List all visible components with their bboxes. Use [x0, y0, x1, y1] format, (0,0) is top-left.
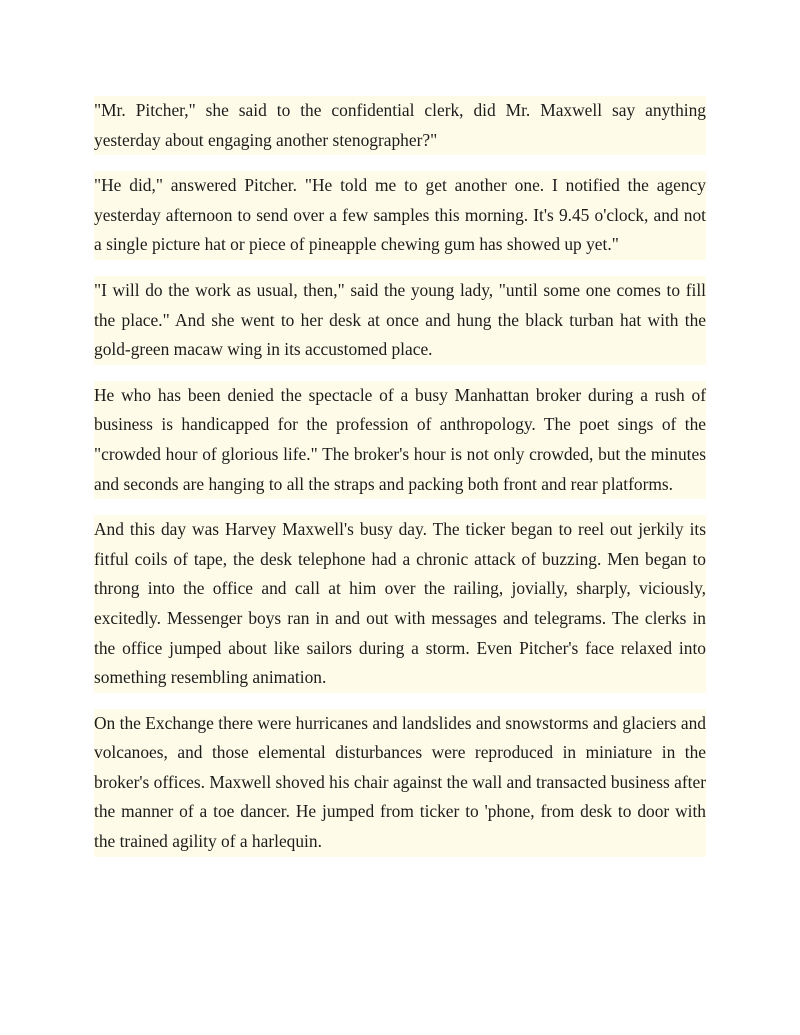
paragraph-2: "He did," answered Pitcher. "He told me to get another one. I notified the agency yesterday afternoon to send over a few samples this morning. It's 9.45 o'clock, and not a single picture hat or piece of pineapple chewing gum has showed up yet." [94, 171, 706, 260]
paragraph-1: "Mr. Pitcher," she said to the confidential clerk, did Mr. Maxwell say anything yesterday about engaging another stenographer?" [94, 96, 706, 155]
paragraph-5: And this day was Harvey Maxwell's busy day. The ticker began to reel out jerkily its fitful coils of tape, the desk telephone had a chronic attack of buzzing. Men began to throng into the office and call at him over the railing, jovially, sharply, viciously, excitedly. Messenger boys ran in and out with messages and telegrams. The clerks in the office jumped about like sailors during a storm. Even Pitcher's face relaxed into something resembling animation. [94, 515, 706, 693]
paragraph-4: He who has been denied the spectacle of a busy Manhattan broker during a rush of business is handicapped for the profession of anthropology. The poet sings of the "crowded hour of glorious life." The broker's hour is not only crowded, but the minutes and seconds are hanging to all the straps and packing both front and rear platforms. [94, 381, 706, 499]
document-body [94, 96, 706, 873]
paragraph-6: On the Exchange there were hurricanes and landslides and snowstorms and glaciers and volcanoes, and those elemental disturbances were reproduced in miniature in the broker's offices. Maxwell shoved his chair against the wall and transacted business after the manner of a toe dancer. He jumped from ticker to 'phone, from desk to door with the trained agility of a harlequin. [94, 709, 706, 857]
paragraph-3: "I will do the work as usual, then," said the young lady, "until some one comes to fill the place." And she went to her desk at once and hung the black turban hat with the gold-green macaw wing in its accustomed place. [94, 276, 706, 365]
